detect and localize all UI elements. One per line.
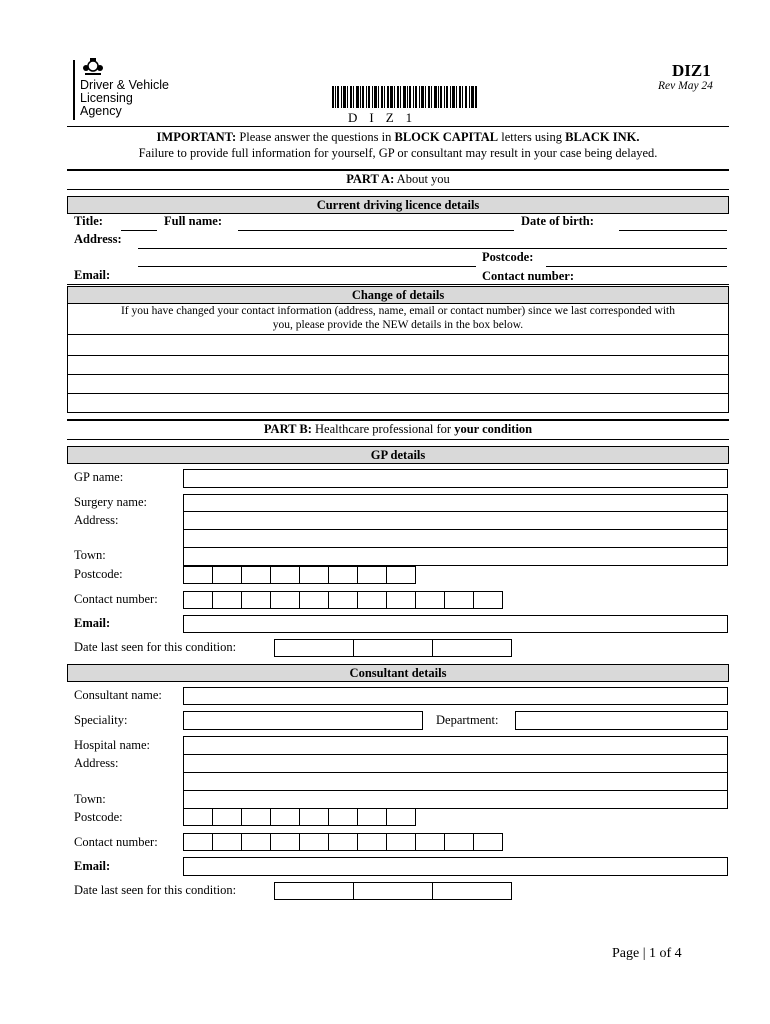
change-of-details-heading: Change of details <box>67 286 729 304</box>
important-notice <box>67 130 729 145</box>
part-a-subtitle: About you <box>394 172 450 186</box>
consultant-date-last-seen-input[interactable] <box>274 882 511 900</box>
agency-line-2: Licensing <box>80 91 133 105</box>
full-name-field[interactable] <box>238 230 514 231</box>
instructions-line-2: you, please provide the NEW details in the box below. <box>272 319 524 331</box>
form-code: DIZ1 <box>672 61 711 80</box>
divider <box>67 126 729 127</box>
part-b-subtitle-bold: your condition <box>454 422 533 436</box>
gp-town-input[interactable] <box>183 547 728 566</box>
address-label: Address: <box>74 232 122 246</box>
gp-town-label: Town: <box>74 548 106 562</box>
hospital-address-input-2[interactable] <box>183 772 728 791</box>
part-b-label: PART B: <box>263 422 312 436</box>
contact-number-label: Contact number: <box>482 269 575 283</box>
barcode-text: DIZ1 <box>348 110 425 125</box>
full-name-label: Full name: <box>164 214 222 228</box>
hospital-address-input-1[interactable] <box>183 754 728 773</box>
royal-crest-icon <box>80 57 106 77</box>
divider <box>67 169 729 171</box>
barcode-icon <box>332 86 477 108</box>
postcode-field[interactable] <box>546 266 727 267</box>
hospital-town-label: Town: <box>74 792 106 806</box>
notice-text: letters using <box>498 130 566 144</box>
title-field[interactable] <box>121 230 157 231</box>
new-details-line-2[interactable] <box>67 355 729 375</box>
gp-contact-number-label: Contact number: <box>74 592 158 606</box>
surgery-name-label: Surgery name: <box>74 495 148 509</box>
gp-postcode-input[interactable] <box>183 566 415 584</box>
delay-notice: Failure to provide full information for yourself, GP or consultant may result in your case being delayed. <box>138 146 658 160</box>
hospital-name-input[interactable] <box>183 736 728 755</box>
instructions-line-1: If you have changed your contact information (address, name, email or contact number) since we last corresponded with <box>120 305 676 317</box>
hospital-address-label: Address: <box>74 756 119 770</box>
gp-name-input[interactable] <box>183 469 728 488</box>
email-field[interactable] <box>67 284 729 285</box>
agency-line-1: Driver & Vehicle <box>80 78 169 92</box>
postcode-label: Postcode: <box>482 250 534 264</box>
speciality-label: Speciality: <box>74 713 128 727</box>
part-a-title <box>67 172 729 187</box>
gp-date-last-seen-label: Date last seen for this condition: <box>74 640 237 654</box>
gp-address-input-2[interactable] <box>183 529 728 548</box>
department-input[interactable] <box>515 711 728 730</box>
address-field-line-1[interactable] <box>138 248 727 249</box>
hospital-name-label: Hospital name: <box>74 738 151 752</box>
gp-address-input-1[interactable] <box>183 511 728 530</box>
gp-contact-number-input[interactable] <box>183 591 502 609</box>
hospital-postcode-input[interactable] <box>183 808 415 826</box>
change-of-details-instructions <box>67 304 729 335</box>
gp-postcode-label: Postcode: <box>74 567 123 581</box>
hospital-postcode-label: Postcode: <box>74 810 123 824</box>
email-label: Email: <box>74 268 111 282</box>
gp-address-label: Address: <box>74 513 119 527</box>
speciality-input[interactable] <box>183 711 423 730</box>
consultant-contact-number-input[interactable] <box>183 833 502 851</box>
gp-date-last-seen-input[interactable] <box>274 639 511 657</box>
notice-text: BLOCK CAPITAL <box>394 130 499 144</box>
notice-text: Please answer the questions in <box>236 130 395 144</box>
new-details-line-4[interactable] <box>67 393 729 413</box>
part-b-subtitle: Healthcare professional for <box>311 422 455 436</box>
consultant-email-label: Email: <box>74 859 111 873</box>
part-a-label: PART A: <box>346 172 395 186</box>
gp-name-label: GP name: <box>74 470 124 484</box>
licence-details-heading: Current driving licence details <box>67 196 729 214</box>
divider <box>67 419 729 421</box>
address-field-line-2[interactable] <box>138 266 476 267</box>
consultant-name-input[interactable] <box>183 687 728 705</box>
page-number: Page | 1 of 4 <box>612 946 682 961</box>
dob-label: Date of birth: <box>521 214 594 228</box>
department-label: Department: <box>436 713 499 727</box>
consultant-email-input[interactable] <box>183 857 728 876</box>
notice-text: BLACK INK. <box>565 130 640 144</box>
gp-email-label: Email: <box>74 616 111 630</box>
part-b-title <box>67 422 729 437</box>
surgery-name-input[interactable] <box>183 494 728 512</box>
consultant-contact-number-label: Contact number: <box>74 835 158 849</box>
divider <box>67 189 729 190</box>
new-details-line-3[interactable] <box>67 374 729 394</box>
hospital-town-input[interactable] <box>183 790 728 809</box>
gp-email-input[interactable] <box>183 615 728 633</box>
gp-details-heading: GP details <box>67 446 729 464</box>
consultant-details-heading: Consultant details <box>67 664 729 682</box>
consultant-name-label: Consultant name: <box>74 688 162 702</box>
logo-divider <box>73 60 75 120</box>
consultant-date-last-seen-label: Date last seen for this condition: <box>74 883 237 897</box>
important-label: IMPORTANT: <box>156 130 237 144</box>
agency-line-3: Agency <box>80 104 122 118</box>
title-label: Title: <box>74 214 103 228</box>
divider <box>67 439 729 440</box>
agency-name <box>80 79 169 118</box>
dob-field[interactable] <box>619 230 727 231</box>
revision-date: Rev May 24 <box>658 80 713 92</box>
new-details-line-1[interactable] <box>67 334 729 356</box>
